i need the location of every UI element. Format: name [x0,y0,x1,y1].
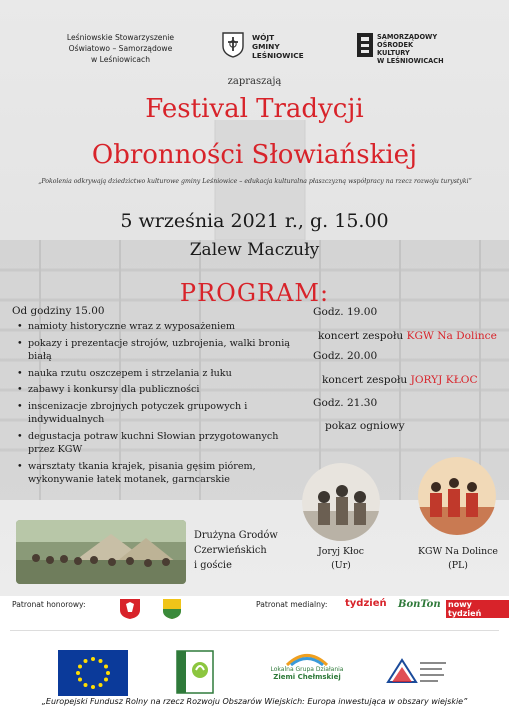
event-place: Zalew Maczuły [189,240,320,260]
lgd-logo [270,652,344,681]
schedule-entry-1 [318,330,497,342]
from-hour: Od godziny 15.00 [12,305,105,317]
media-logo-nowy-tydzien: nowy tydzień [446,600,509,618]
lgd-arc-icon [285,652,329,666]
schedule-entry-3: pokaz ogniowy [325,420,405,432]
organizer-sok [377,33,444,65]
kgw-na-dolince-photo [418,457,496,535]
band1-name: Joryj Kłoc [317,546,364,557]
org1-line3: w Leśniowicach [90,55,151,64]
list-item: • namioty historyczne wraz z wyposażeniem [14,320,300,334]
media-logo-bonton: BonTon [398,599,441,610]
list-item: • warsztaty tkania krajek, pisania gęsim piórem, wykonywanie łatek motanek, garncarskie [14,460,300,487]
joryj-kloc-photo [302,463,380,541]
motto: „Pokolenia odkrywają dziedzictwo kulturowe gminy Leśniowice – edukacja kulturalna płaszczyzną współpracy na rzecz rozwoju turystyki” [38,178,472,185]
band1-origin: (Ur) [331,560,351,571]
program-heading: PROGRAM: [179,279,330,307]
wojt-line1: WÓJT [252,33,275,42]
eu-flag-icon [58,650,128,696]
sok-line4: W LEŚNIOWICACH [377,57,444,65]
kgw-caption [408,545,508,573]
divider [10,630,499,631]
org1-line1: Leśniowskie Stowarzyszenie [66,33,175,42]
event-date: 5 września 2021 r., g. 15.00 [120,210,389,232]
list-item: • zabawy i konkursy dla publiczności [14,383,300,397]
organizer-wojt [252,33,304,60]
druzyna-photo [16,520,186,584]
druzyna-line3: i goście [194,560,232,571]
schedule-band-2: JORYJ KŁOC [410,374,478,386]
schedule-time-1: Godz. 19.00 [313,306,378,318]
schedule-text-2: koncert zespołu [322,374,411,386]
gmina-crest-icon [222,32,244,58]
patronat-honorowy-label: Patronat honorowy: [12,600,86,609]
program-list [14,320,300,490]
sok-line1: SAMORZĄDOWY [377,33,438,41]
list-item: • inscenizacje zbrojnych potyczek grupowych i indywidualnych [14,400,300,427]
schedule-time-3: Godz. 21.30 [313,397,378,409]
lgd-line1: Lokalna Grupa Działania [270,666,344,673]
schedule-time-2: Godz. 20.00 [313,350,378,362]
prow-logo-icon [384,652,450,694]
wojt-line2: GMINY [252,42,280,51]
sok-line3: KULTURY [377,49,410,57]
schedule-text-1: koncert zespołu [318,330,407,342]
title-line-2: Obronności Słowiańskiej [91,140,418,170]
media-logo-tydzien: tydzień [345,598,387,609]
wojt-line3: LEŚNIOWICE [252,51,304,60]
band2-origin: (PL) [448,560,468,571]
leader-logo-icon [176,650,214,694]
honorary-crest-1-icon [118,598,142,620]
lgd-line2: Ziemi Chełmskiej [273,673,341,681]
list-item: • pokazy i prezentacje strojów, uzbrojenia, walki bronią białą [14,337,300,364]
band2-name: KGW Na Dolince [418,546,498,557]
title-line-1: Festival Tradycji [145,94,364,124]
schedule-band-1: KGW Na Dolince [406,330,497,342]
sok-line2: OŚRODEK [377,41,414,49]
invite-text: zapraszają [227,76,282,87]
organizer-stowarzyszenie [58,32,183,65]
list-item: • nauka rzutu oszczepem i strzelania z łuku [14,367,300,381]
schedule-entry-2 [322,374,478,386]
honorary-crest-2-icon [162,598,182,620]
fund-statement: „Europejski Fundusz Rolny na rzecz Rozwoju Obszarów Wiejskich: Europa inwestująca w obszary wiejskie” [41,697,468,706]
org1-line2: Oświatowo – Samorządowe [68,44,173,53]
joryj-kloc-caption [302,545,380,573]
druzyna-caption [194,528,278,573]
list-item: • degustacja potraw kuchni Słowian przygotowanych przez KGW [14,430,300,457]
sok-logo-icon [356,32,374,58]
druzyna-line1: Drużyna Grodów [194,530,278,541]
patronat-medialny-label: Patronat medialny: [256,600,328,609]
druzyna-line2: Czerwieńskich [194,545,267,556]
